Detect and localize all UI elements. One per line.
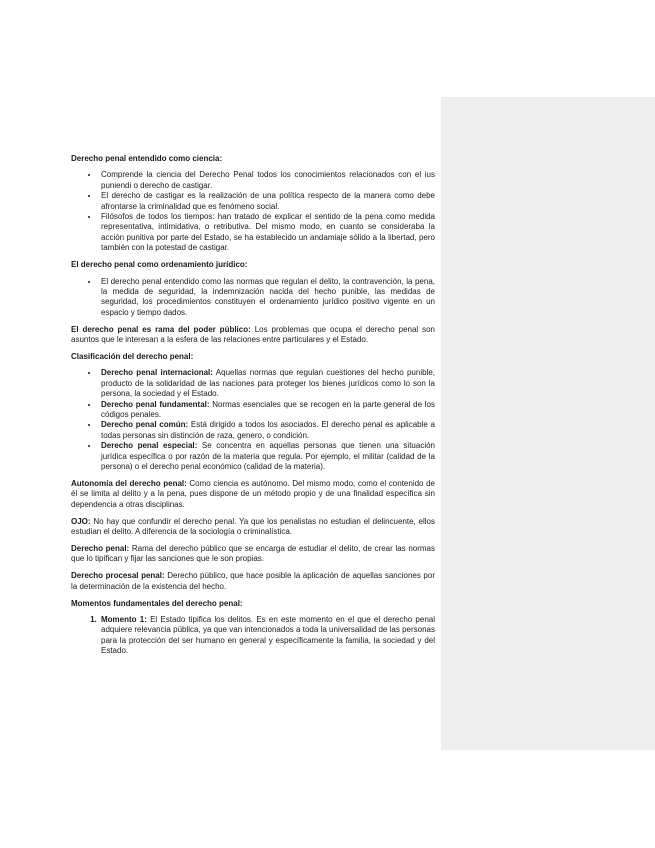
paragraph-text: Los problemas que ocupa el derecho penal son asuntos que le interesan a la esfera de las relaciones entre particulares y el Estado. <box>71 324 435 345</box>
list-item: • Filósofos de todos los tiempos: han tratado de explicar el sentido de la pena como medida representativa, intimidativa, o retributiva. Del mismo modo, en cuanto se consideraba la acción punitiva por parte del Estado, se ha establecido un andamiaje sólido a la libertad, pero también con la potestad de castigar. <box>99 212 435 254</box>
section-heading: Momentos fundamentales del derecho penal: <box>71 598 243 608</box>
list-item <box>99 615 435 657</box>
bullet-list <box>71 277 435 319</box>
list-item <box>99 400 435 421</box>
paragraph <box>71 479 435 510</box>
item-text: Aquellas normas que regulan cuestiones del hecho punible, producto de la solidaridad de las naciones para proteger los bienes jurídicos como lo son la persona, la sociedad y el Estado. <box>101 368 435 399</box>
paragraph-text: Derecho público, que hace posible la aplicación de aquellas sanciones por la determinación de la existencia del hecho. <box>71 571 435 591</box>
section-heading: Derecho penal entendido como ciencia: <box>71 154 223 163</box>
item-term: Derecho penal internacional: <box>101 368 213 378</box>
paragraph-label: Derecho penal: <box>71 544 130 553</box>
paragraph-label: Derecho procesal penal: <box>71 571 165 581</box>
paragraph <box>71 517 435 538</box>
item-text: Está dirigido a todos los asociados. El derecho penal es aplicable a todas personas sin distinción de raza, genero, o condición. <box>101 420 435 440</box>
paragraph-label: El derecho penal es rama del poder público: <box>71 324 251 334</box>
bullet-list <box>71 368 435 472</box>
section-heading: El derecho penal como ordenamiento jurídico: <box>71 260 248 270</box>
list-item: • Comprende la ciencia del Derecho Penal todos los conocimientos relacionados con el ius puniendi o derecho de castigar. <box>99 170 435 191</box>
paragraph <box>71 544 435 565</box>
paragraph-text: Como ciencia es autónomo. Del mismo modo, como el contenido de él se limita al delito y a la pena, pues dispone de un método propio y de una finalidad específica sin dependencia a otras disciplinas. <box>71 478 435 509</box>
numbered-list <box>71 615 435 657</box>
list-item <box>99 441 435 472</box>
item-term: Momento 1: <box>101 615 147 625</box>
item-term: Derecho penal fundamental: <box>101 399 210 409</box>
paragraph-label: OJO: <box>71 516 91 526</box>
paragraph-text: Rama del derecho público que se encarga de estudiar el delito, de crear las normas que lo tipifican y fijar las sanciones que le son propias. <box>71 544 435 564</box>
bullet-list <box>71 170 435 253</box>
document-body <box>71 154 435 663</box>
list-item <box>99 420 435 441</box>
list-item <box>99 368 435 399</box>
paragraph-text: No hay que confundir el derecho penal. Ya que los penalistas no estudian el delincuente, ellos estudian el delito. A diferencia de la sociología o criminalística. <box>71 516 435 537</box>
item-term: Derecho penal especial: <box>101 441 198 451</box>
paragraph <box>71 571 435 592</box>
comment-pane <box>441 97 655 750</box>
paragraph <box>71 325 435 346</box>
item-text: Normas esenciales que se recogen en la parte general de los códigos penales. <box>101 399 435 420</box>
item-term: Derecho penal común: <box>101 420 189 430</box>
item-text: Se concentra en aquellas personas que tienen una situación jurídica específica o por razón de la materia que regula. Por ejemplo, el militar (calidad de la persona) o el derecho penal económico (calidad de la materia). <box>101 441 436 472</box>
list-item: • El derecho penal entendido como las normas que regulan el delito, la contravención, la pena, la medida de seguridad, la indemnización nacida del hecho punible, las medidas de seguridad, los procedimientos constituyen el ordenamiento jurídico positivo vigente en un espacio y tiempo dados. <box>99 277 435 319</box>
list-item: • El derecho de castigar es la realización de una política respecto de la manera como debe afrontarse la criminalidad que es fenómeno social. <box>99 191 435 212</box>
section-heading: Clasificación del derecho penal: <box>71 352 194 361</box>
item-text: El Estado tipifica los delitos. Es en este momento en el que el derecho penal adquiere relevancia pública, ya que van intencionados a toda la universalidad de las personas para la protección del ser humano en general y específicamente la familia, la sociedad y del Estado. <box>101 615 436 656</box>
paragraph-label: Autonomía del derecho penal: <box>71 478 187 488</box>
